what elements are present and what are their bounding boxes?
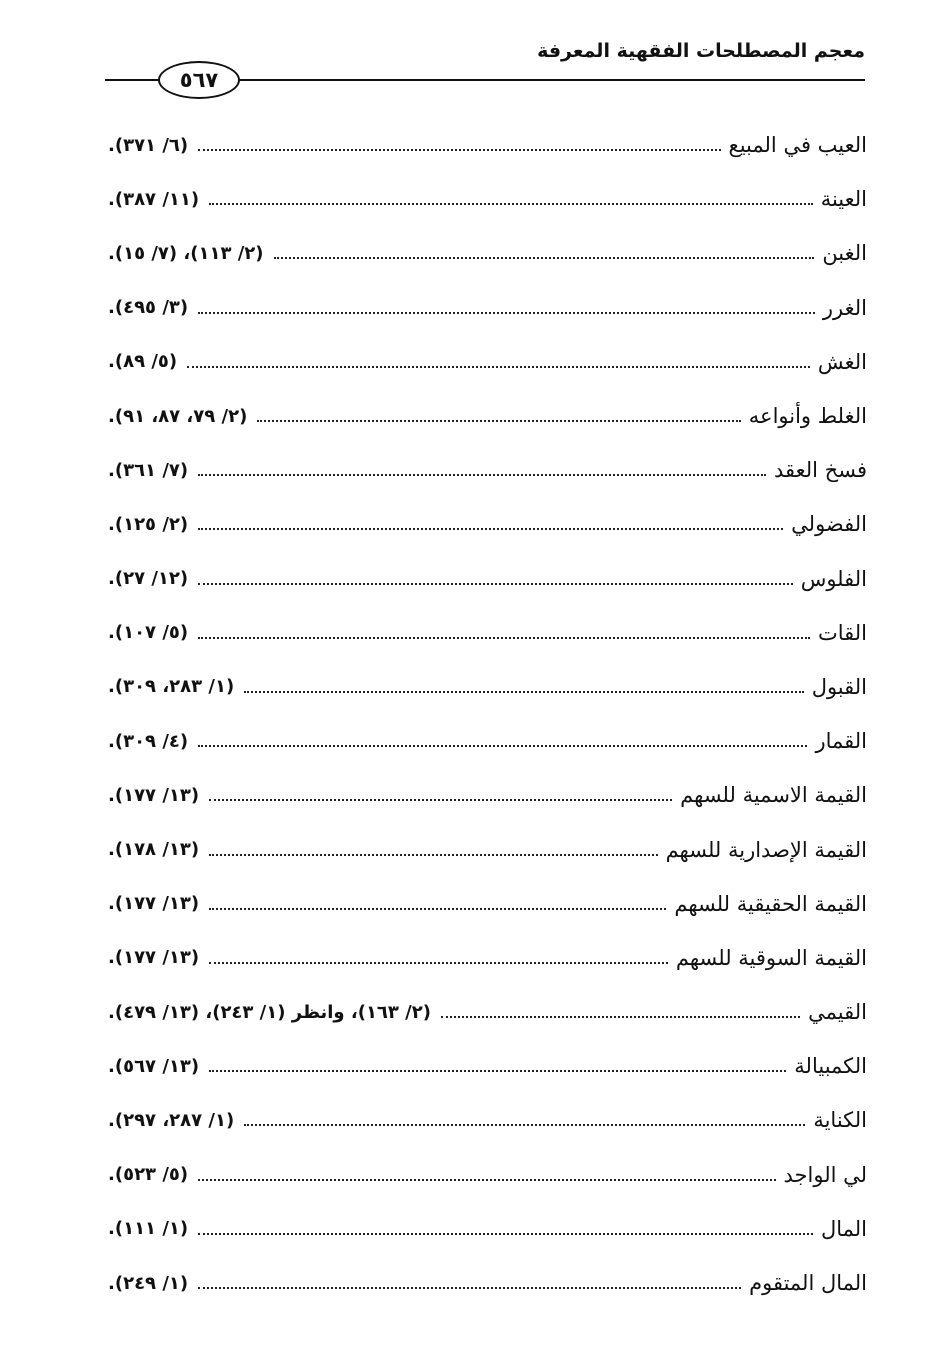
- entry-reference: (١٣/ ٥٦٧).: [108, 1055, 200, 1077]
- dotted-leader: [274, 257, 815, 259]
- dotted-leader: [209, 1070, 786, 1072]
- entry-reference: (٧/ ٣٦١).: [108, 459, 189, 481]
- entry-reference: (١/ ١١١).: [108, 1218, 189, 1240]
- index-entry: [108, 931, 867, 985]
- index-entry: [108, 822, 867, 876]
- entry-term: الكمبيالة: [794, 1054, 867, 1079]
- entry-reference: (١/ ٢٨٧، ٢٩٧).: [108, 1109, 235, 1131]
- dotted-leader: [198, 1287, 741, 1289]
- entry-term: الفلوس: [800, 566, 867, 591]
- dotted-leader: [257, 420, 740, 422]
- entry-term: الغش: [817, 349, 867, 374]
- index-entry: [108, 226, 867, 280]
- entry-reference: (١١/ ٣٨٧).: [108, 188, 200, 210]
- entry-term: الغلط وأنواعه: [748, 404, 867, 429]
- entry-reference: (١٢/ ٢٧).: [108, 568, 189, 590]
- entry-term: القيمة الحقيقية للسهم: [674, 891, 867, 916]
- index-entry: [108, 877, 867, 931]
- index-entry: [108, 1256, 867, 1310]
- dotted-leader: [198, 745, 807, 747]
- entry-reference: (٤/ ٣٠٩).: [108, 730, 189, 752]
- entry-reference: (١٣/ ١٧٧).: [108, 784, 200, 806]
- entry-term: القيمة الإصدارية للسهم: [665, 837, 867, 862]
- entry-term: القبول: [811, 674, 867, 699]
- index-entries-list: [108, 118, 867, 1310]
- dotted-leader: [209, 854, 657, 856]
- dotted-leader: [244, 1124, 805, 1126]
- entry-term: القيمة السوقية للسهم: [675, 945, 867, 970]
- dotted-leader: [209, 908, 666, 910]
- dotted-leader: [198, 312, 815, 314]
- index-entry: [108, 552, 867, 606]
- entry-reference: (٢/ ٧٩، ٨٧، ٩١).: [108, 405, 248, 427]
- entry-reference: (٦/ ٣٧١).: [108, 134, 189, 156]
- entry-term: فسخ العقد: [773, 458, 867, 483]
- entry-term: الفضولي: [791, 512, 867, 537]
- dotted-leader: [244, 691, 803, 693]
- index-entry: [108, 714, 867, 768]
- entry-term: القيمة الاسمية للسهم: [680, 783, 867, 808]
- entry-term: المال المتقوم: [749, 1271, 867, 1296]
- index-entry: [108, 443, 867, 497]
- entry-reference: (١٣/ ١٧٨).: [108, 839, 200, 861]
- entry-reference: (٢/ ١١٣)، (٧/ ١٥).: [108, 242, 264, 264]
- dotted-leader: [198, 583, 793, 585]
- entry-reference: (١/ ٢٨٣، ٣٠٩).: [108, 676, 235, 698]
- entry-reference: (١٣/ ١٧٧).: [108, 947, 200, 969]
- dotted-leader: [198, 1233, 813, 1235]
- entry-term: القات: [817, 620, 867, 645]
- dotted-leader: [198, 528, 783, 530]
- index-entry: [108, 768, 867, 822]
- index-entry: [108, 1148, 867, 1202]
- dotted-leader: [198, 637, 810, 639]
- index-entry: [108, 497, 867, 551]
- dotted-leader: [198, 474, 766, 476]
- index-entry: [108, 335, 867, 389]
- entry-term: لي الواجد: [783, 1162, 867, 1187]
- dotted-leader: [209, 799, 672, 801]
- entry-term: الغرر: [822, 295, 867, 320]
- entry-term: الغبن: [822, 241, 867, 266]
- entry-reference: (٢/ ١٦٣)، وانظر (١/ ٢٤٣)، (١٣/ ٤٧٩).: [108, 1001, 431, 1023]
- dotted-leader: [198, 149, 720, 151]
- index-entry: [108, 660, 867, 714]
- entry-term: المال: [820, 1216, 867, 1241]
- entry-reference: (١/ ٢٤٩).: [108, 1272, 189, 1294]
- dotted-leader: [209, 203, 813, 205]
- dotted-leader: [198, 1179, 775, 1181]
- entry-term: الكناية: [813, 1108, 867, 1133]
- entry-reference: (٣/ ٤٩٥).: [108, 297, 189, 319]
- entry-term: القمار: [815, 729, 867, 754]
- index-entry: [108, 1039, 867, 1093]
- index-entry: [108, 1202, 867, 1256]
- dotted-leader: [187, 366, 810, 368]
- entry-reference: (١٣/ ١٧٧).: [108, 893, 200, 915]
- entry-reference: (٥/ ١٠٧).: [108, 622, 189, 644]
- index-entry: [108, 118, 867, 172]
- entry-term: العيب في المبيع: [728, 133, 867, 158]
- index-entry: [108, 1093, 867, 1147]
- dotted-leader: [441, 1016, 800, 1018]
- index-entry: [108, 606, 867, 660]
- header-title: معجم المصطلحات الفقهية المعرفة: [537, 40, 865, 62]
- index-entry: [108, 389, 867, 443]
- entry-term: العينة: [820, 187, 867, 212]
- entry-reference: (٢/ ١٢٥).: [108, 513, 189, 535]
- index-entry: [108, 985, 867, 1039]
- index-entry: [108, 281, 867, 335]
- entry-term: القيمي: [808, 1000, 867, 1025]
- dotted-leader: [209, 962, 668, 964]
- page-number: ٥٦٧: [158, 61, 240, 99]
- entry-reference: (٥/ ٨٩).: [108, 351, 178, 373]
- index-entry: [108, 172, 867, 226]
- entry-reference: (٥/ ٥٢٣).: [108, 1164, 189, 1186]
